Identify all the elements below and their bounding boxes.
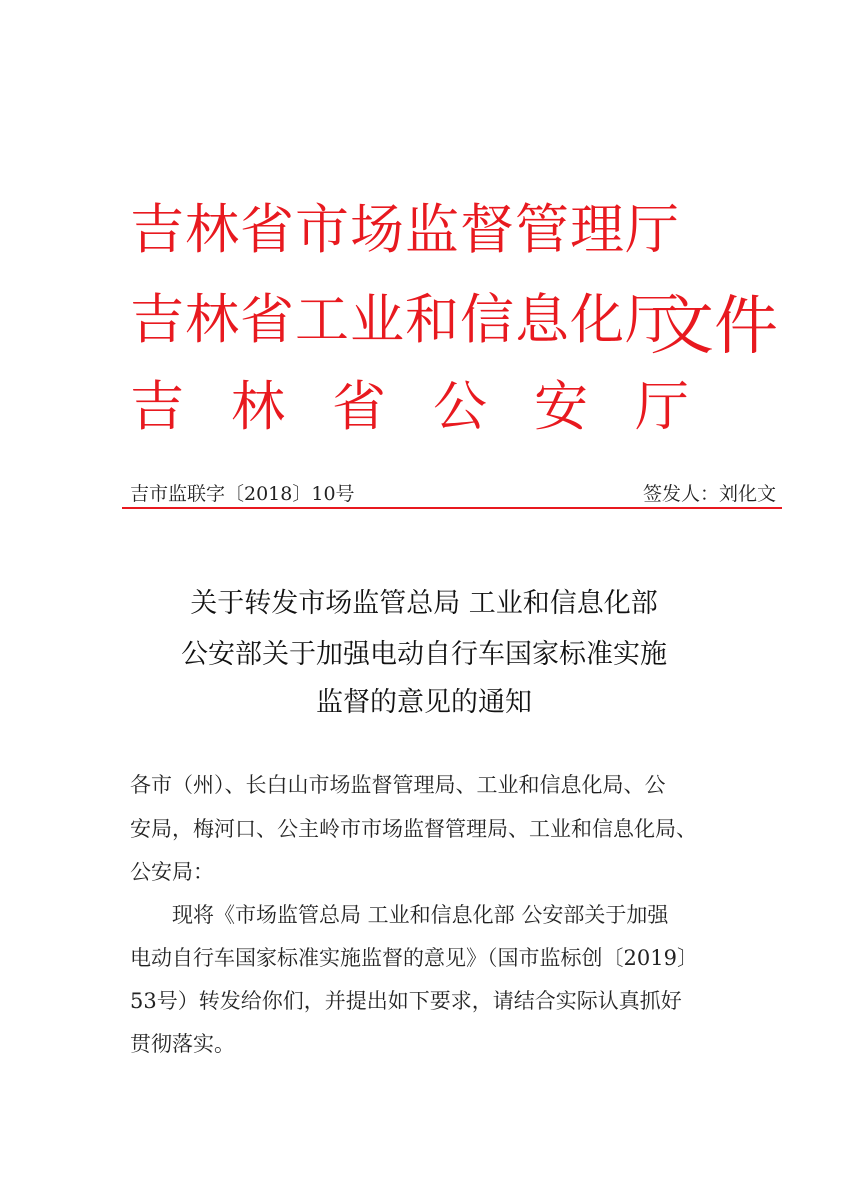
body-line-1: 各市（州）、长白山市场监督管理局、工业和信息化局、公 bbox=[130, 773, 666, 797]
title-line-3: 监督的意见的通知 bbox=[316, 687, 532, 718]
body-line-2: 安局，梅河口、公主岭市市场监督管理局、工业和信息化局、 bbox=[130, 817, 697, 841]
issuer-market-supervision: 吉林省市场监督管理厅 bbox=[130, 198, 680, 261]
body-line-4: 现将《市场监管总局 工业和信息化部 公安部关于加强 bbox=[130, 903, 669, 927]
issuer-industry-it: 吉林省工业和信息化厅 bbox=[130, 288, 680, 351]
title-line-1: 关于转发市场监管总局 工业和信息化部 bbox=[190, 588, 658, 619]
reference-row bbox=[130, 482, 776, 506]
red-divider bbox=[122, 507, 782, 509]
title-line-2: 公安部关于加强电动自行车国家标准实施 bbox=[181, 639, 667, 670]
body-line-5: 电动自行车国家标准实施监督的意见》（国市监标创〔2019〕 bbox=[130, 946, 698, 970]
issuer-public-security: 吉林省公安厅 bbox=[130, 375, 736, 438]
body-line-3: 公安局： bbox=[130, 860, 214, 884]
body-line-7: 贯彻落实。 bbox=[130, 1032, 235, 1056]
document-number: 吉市监联字〔2018〕10号 bbox=[130, 483, 355, 505]
body-line-6: 53号）转发给你们，并提出如下要求，请结合实际认真抓好 bbox=[130, 989, 682, 1013]
document-label: 文件 bbox=[650, 290, 778, 364]
signer: 签发人：刘化文 bbox=[642, 483, 776, 505]
